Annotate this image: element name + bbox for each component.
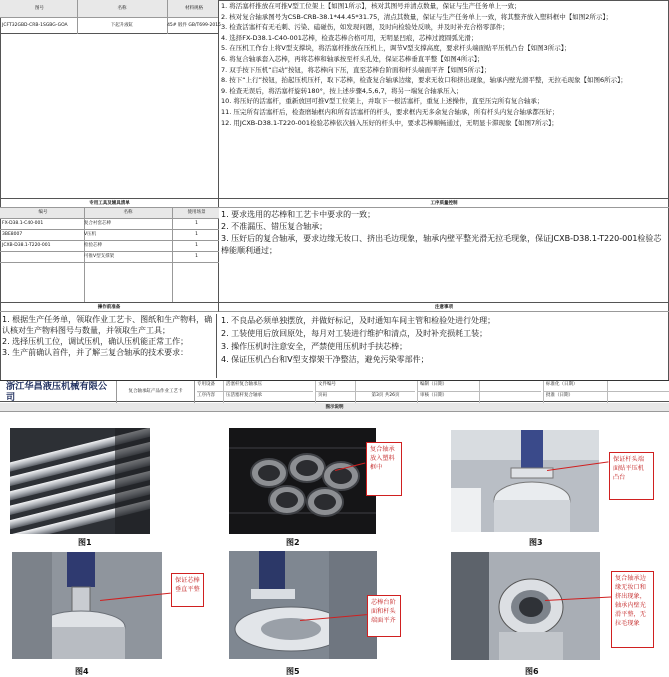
figure-4-photo bbox=[12, 552, 162, 659]
step-12: 12. 用JCXB-D38.1-T220-001检验芯棒依次插入压好的杆头中，要求芯棒顺畅通过，无明显卡滞现象【如图7所示】； bbox=[221, 118, 558, 127]
drawing-no-value: JCFT32GBD-CRB-1SGBG-GOA bbox=[0, 17, 78, 34]
note-item: 3. 操作压机时注意安全，严禁使用压机时手扶芯棒； bbox=[221, 342, 408, 351]
table-cell: V压机 bbox=[82, 229, 173, 240]
label-prepared: 编制（日期） bbox=[417, 381, 479, 392]
figure-5-photo bbox=[229, 551, 377, 659]
tools-section bbox=[0, 34, 219, 302]
table-cell: 1 bbox=[195, 221, 198, 226]
figure-4-caption: 图4 bbox=[75, 667, 89, 676]
table-cell: JCXB-D38.1-T220-001 bbox=[0, 240, 85, 251]
step-4: 4. 选择FX-D38.1-C40-001芯棒，检查芯棒合格可用，无明显凹痕，芯棒过渡圆弧光滑； bbox=[221, 33, 478, 42]
figure-5-caption: 图5 bbox=[286, 667, 300, 676]
step-8: 8. 按下“上行”按钮，抬起压机压杆，取下芯棒，检查复合轴承边缘，要求无妆口和挤出现象，轴承内壁光滑平整，无拉毛现象【如图6所示】； bbox=[221, 76, 627, 85]
doc-title: 复合轴承缸产品作业工艺卡 bbox=[116, 381, 194, 403]
pressed-image bbox=[229, 551, 377, 659]
step-9: 9. 检查无误后，将活塞杆旋转180°，按上述步骤4,5,6,7，将另一端复合轴承压入； bbox=[221, 86, 463, 95]
note-item: 1. 不良品必须单独摆放，并做好标记，及时通知车间主管和检验处进行处理； bbox=[221, 316, 496, 325]
step-2: 2. 核对复合轴承图号为CSB-CRB-38.1*44.45*31.75，清点其数量，保证与生产任务单上一致，将其整齐放入塑料框中【如图2所示】； bbox=[221, 12, 613, 21]
step-7: 7. 双手按下压机“启动”按钮，将芯棒向下压，直至芯棒台阶面和杆头端面平齐【如图5所示】； bbox=[221, 65, 491, 74]
quality-title: 工序质量控制 bbox=[219, 198, 669, 208]
bushings-image bbox=[229, 428, 376, 534]
table-cell: 1 bbox=[195, 243, 198, 248]
quality-list bbox=[221, 209, 667, 297]
material-value: 45# 锻件 GB/T699-2015 bbox=[167, 23, 221, 28]
figure-4-callout: 保证芯棒垂直平整 bbox=[171, 573, 204, 607]
note-item: 2. 工装使用后放回原处，每月对工装进行维护和清点，及时补充损耗工装； bbox=[221, 329, 488, 338]
prep-item: 1. 根据生产任务单，领取作业工艺卡、图纸和生产物料，确认核对生产物料图号与数量，并领取生产工具； bbox=[2, 315, 213, 335]
figure-5-callout: 芯棒台阶面和杆头端面平齐 bbox=[367, 595, 401, 637]
tools-col-name: 名称 bbox=[82, 208, 173, 218]
table-cell: 1 bbox=[195, 232, 198, 237]
equipment-value: 活塞杆复合轴承压 bbox=[223, 381, 313, 392]
table-cell: FX-D38.1-C40-001 bbox=[0, 218, 85, 229]
mandrel-image bbox=[12, 552, 162, 659]
table-cell: 检验芯棒 bbox=[82, 240, 173, 251]
step-5: 5. 在压机工作台上将V型支撑块，将活塞杆推放在压机上，调节V型支撑高度，要求杆头端面贴平压机凸台【如图3所示】； bbox=[221, 44, 571, 53]
label-standardized: 标准化（日期） bbox=[543, 381, 607, 392]
table-cell: 3BE8007 bbox=[0, 229, 85, 240]
tools-col-usage: 使用场景 bbox=[187, 210, 206, 215]
step-6: 6. 将复合轴承套入芯棒，再将芯棒和轴承按至杆头孔处，保证芯棒垂直平整【如图4所示】； bbox=[221, 54, 484, 63]
company-name: 浙江华昌液压机械有限公司 bbox=[6, 381, 108, 403]
label-reviewed: 审核（日期） bbox=[417, 392, 479, 403]
quality-item: 3. 压好后的复合轴承，要求边缘无妆口、挤出毛边现象，轴承内壁平整光滑无拉毛现象，保证JCXB-D38.1-T220-001检验芯棒能顺利通过； bbox=[221, 234, 662, 255]
figure-2-photo bbox=[229, 428, 376, 534]
label-equipment: 专用设备 bbox=[197, 381, 223, 392]
table-cell: 复合衬套芯棒 bbox=[82, 218, 173, 229]
figure-2-caption: 图2 bbox=[286, 538, 300, 547]
prep-title: 操作前准备 bbox=[0, 302, 219, 312]
notes-title: 注意事项 bbox=[219, 302, 669, 312]
label-content: 工序内容 bbox=[197, 393, 215, 398]
prep-item: 3. 生产前确认首件，并了解三复合轴承的技术要求： bbox=[2, 348, 189, 357]
quality-item: 1. 要求选用的芯棒和工艺卡中要求的一致； bbox=[221, 210, 376, 219]
col-material: 材料规格 bbox=[185, 6, 203, 11]
prep-list bbox=[2, 314, 217, 378]
press-image bbox=[451, 430, 599, 532]
step-3: 3. 检查活塞杆有无毛刺、污染、磕碰伤，如发现问题，及时向检验处反映，并及时补充合格零部件； bbox=[221, 23, 509, 32]
figure-3-caption: 图3 bbox=[529, 538, 543, 547]
col-drawing-no: 图号 bbox=[0, 0, 78, 17]
figure-3-callout: 保证杆头端面贴平压机凸台 bbox=[609, 452, 654, 500]
step-10: 10. 将压好的活塞杆，重新放回可推V型工位架上，并取下一根活塞杆，重复上述操作，直至压完所有复合轴承； bbox=[221, 97, 544, 106]
step-1: 1. 将活塞杆推放在可推V型工位架上【如图1所示】，核对其图号并清点数量，保证与生产任务单上一致； bbox=[221, 2, 521, 10]
rods-image bbox=[10, 428, 150, 534]
tools-col-no: 编号 bbox=[0, 208, 85, 218]
label-page: 页码 bbox=[315, 392, 355, 403]
note-item: 4. 保证压机凸台和V型支撑架干净整洁，避免污染零部件； bbox=[221, 355, 429, 364]
step-11: 11. 压完所有活塞杆后，检查磨轴框内和所有活塞杆的杆头，要求框内无多余复合轴承，所有杆头内复合轴承都压好； bbox=[221, 107, 559, 116]
drawing-info-table bbox=[0, 0, 219, 34]
figure-2-callout: 复合轴承放入塑料框中 bbox=[366, 442, 402, 496]
table-cell: 1 bbox=[195, 254, 198, 259]
figure-3-photo bbox=[451, 430, 599, 532]
table-cell bbox=[0, 251, 85, 262]
title-block bbox=[0, 380, 669, 402]
col-name: 名称 bbox=[75, 0, 168, 17]
figure-1-photo bbox=[10, 428, 150, 534]
figure-6-caption: 图6 bbox=[525, 667, 539, 676]
label-approved: 批准（日期） bbox=[543, 392, 607, 403]
doc-no-value bbox=[355, 381, 415, 392]
illustration-title: 图示说明 bbox=[0, 403, 669, 412]
name-value: 下起升液缸 bbox=[75, 17, 168, 34]
inspect-image bbox=[451, 552, 600, 660]
process-steps bbox=[221, 1, 667, 197]
label-doc-no: 文件编号 bbox=[315, 381, 355, 392]
figure-6-photo bbox=[451, 552, 600, 660]
page-value: 第3页 共26页 bbox=[355, 392, 415, 403]
figure-1-caption: 图1 bbox=[78, 538, 92, 547]
prep-item: 2. 选择压机工位，调试压机，确认压机能正常工作； bbox=[2, 337, 189, 346]
figure-6-callout: 复合轴承边缘无妆口和挤出现象，轴承内壁光滑平整，无拉毛现象 bbox=[611, 571, 654, 648]
quality-item: 2. 不准漏压、错压复合轴承； bbox=[221, 222, 328, 231]
content-value: 压活塞杆复合轴承 bbox=[223, 392, 313, 403]
table-cell: 可推V型支撑架 bbox=[82, 251, 173, 262]
tools-title: 专用工具及辅具清单 bbox=[0, 198, 219, 208]
notes-list bbox=[221, 314, 667, 378]
